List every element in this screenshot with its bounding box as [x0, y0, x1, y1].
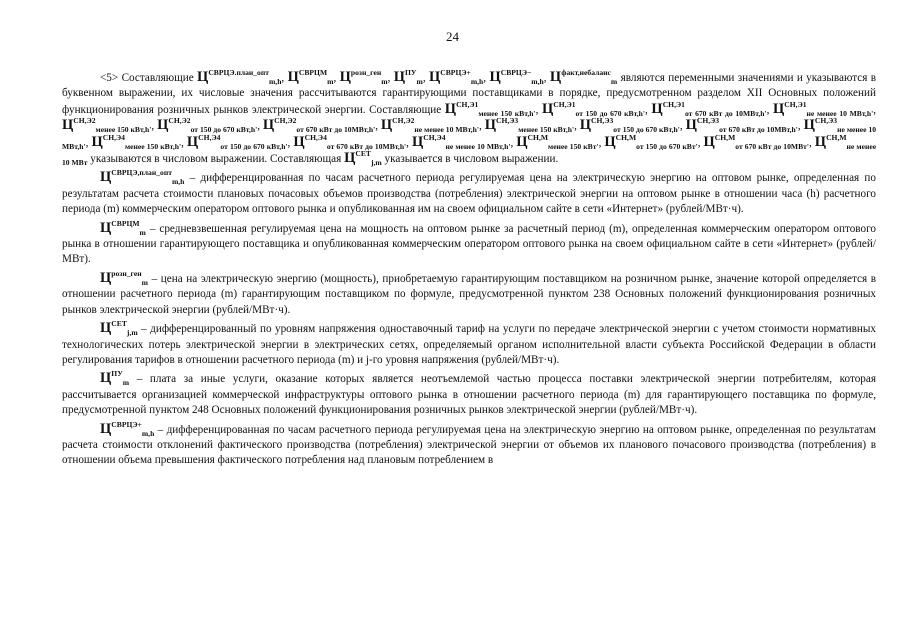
definition-text: – цена на электрическую энергию (мощность), приобретаемую гарантирующим поставщиком на розничном рынке, значение которой определяется в отношении расчетного периода (m) гарантирующим поставщиком по формуле, предусмотренной пунктом 238 Основных положений функционирования розничных рынков электрической энергии (рублей/МВт·ч). [62, 272, 877, 316]
symbol-letter: Ц [91, 133, 103, 150]
symbol-letter: Ц [100, 219, 112, 236]
definition-paragraph [62, 268, 877, 318]
formula-symbol: $Ц^{СН,Э4}_{не менее 10 МВт,h'}$ [411, 132, 511, 151]
formula-symbol: $Ц^{СН,М}_{менее 150 кВт'}$ [516, 132, 599, 151]
symbol-letter: Ц [484, 117, 496, 134]
symbol-letter: Ц [344, 150, 356, 167]
definition-paragraph [62, 170, 876, 217]
note-text-b: указываются в числовом выражении. Составляющая [90, 153, 342, 166]
definition-text: – дифференцированный по уровням напряжения одноставочный тариф на услуги по передаче электрической энергии с учетом стоимости нормативных технологических потерь электрической энергии в электрических сетях, определяемый органом исполнительной власти субъекта Российской Федерации в области регулирования тарифов в отношении расчетного периода (m) и j-го уровня напряжения (рублей/МВт·ч). [62, 323, 877, 366]
symbol-letter: Ц [651, 100, 663, 117]
note-marker: <5> [100, 72, 119, 84]
formula-symbol: $Ц^{СН,Э4}_{от 670 кВт до 10МВт,h'}$ [293, 132, 407, 151]
symbol-letter: Ц [100, 269, 112, 286]
formula-symbol: $Ц^{СВРЦМ}_m$ [100, 218, 146, 237]
symbol-letter: Ц [489, 69, 501, 85]
formula-symbol: $Ц^{СВРЦЭ+}_{m,h}$ [428, 68, 484, 86]
formula-symbol: $Ц^{СН,Э2}_{от 150 до 670 кВт,h'}$ [157, 116, 258, 135]
formula-symbol: $Ц^{СН,Э2}_{менее 150 кВт,h'}$ [62, 116, 152, 135]
definition-text: – дифференцированная по часам расчетного периода регулируемая цена на электрическую энергию на оптовом рынке, определенная по результатам расчета стоимости плановых почасовых объемов производства (потребления) электрической энергии на оптовом рынке в отношении часа (h) расчетного периода (m) коммерческим оператором оптового рынка и опубликованная им на своем официальном сайте в сети «Интернет» (рублей/МВт·ч). [62, 172, 877, 216]
symbol-letter: Ц [411, 133, 424, 150]
formula-symbol: $Ц^{СВРЦЭ-}_{m,h}$ [489, 68, 544, 86]
formula-symbol: $Ц^{ПУ}_m$ [393, 68, 423, 86]
definition-text: – дифференцированная по часам расчетного периода регулируемая цена на электрическую энергию на оптовом рынке, определенная по результатам расчета стоимости отклонений фактического производства (потребления) электрической энергии от объемов их планового почасового производства (потребления) в отношении объема превышения фактического потребления над плановым потреблением в [62, 423, 876, 467]
formula-symbol: $Ц^{СН,Э1}_{от 670 кВт до 10МВт,h'}$ [651, 99, 767, 118]
formula-symbol: $Ц^{СН,М}_{не менее 10 МВт}$ [62, 132, 877, 168]
note-text-c: указывается в числовом выражении. [384, 153, 559, 166]
formula-symbol: $Ц^{СН,Э1}_{не менее 10 МВт,h'}$ [773, 99, 874, 118]
symbol-letter: Ц [444, 100, 457, 117]
symbol-letter: Ц [339, 69, 351, 85]
formula-symbol: $Ц^{СН,Э1}_{от 150 до 670 кВт,h'}$ [542, 99, 646, 118]
symbol-letter: Ц [287, 69, 299, 85]
symbol-letter: Ц [803, 117, 815, 134]
formula-symbol: $Ц^{розн\_ген}_m$ [339, 68, 388, 86]
symbol-letter: Ц [186, 133, 199, 150]
formula-symbol: $Ц^{розн\_ген}_m$ [100, 268, 148, 287]
formula-symbol: $Ц^{ПУ}_m$ [100, 369, 130, 388]
formula-symbol: $Ц^{СН,Э2}_{не менее 10 МВт,h'}$ [380, 116, 479, 135]
symbol-letter: Ц [604, 133, 616, 150]
symbol-letter: Ц [62, 117, 74, 134]
formula-symbol: $Ц^{СН,Э3}_{от 670 кВт до 10МВт,h'}$ [685, 116, 798, 135]
formula-symbol: $Ц^{СН,М}_{от 150 до 670 кВт'}$ [604, 132, 698, 151]
definition-paragraph [62, 218, 876, 268]
note-paragraph: <5> Составляющие $Ц^{СВРЦЭ.план\_опт}_{m,h}$, $Ц^{СВРЦМ}_m$, $Ц^{розн\_ген}_m$, $Ц^{ПУ}_m$, $Ц^{СВРЦЭ+}_{m,h}$, $Ц^{СВРЦЭ-}_{m,h}$, $Ц^{факт,небаланс}_m$ являются переменными значениями и указываются в буквенном выражении, их числовые значения рассчитываются гарантирующими поставщиками в порядке, предусмотренном разделом XII Основных положений функционирования розничных рынков электрической энергии. Составляющие $Ц^{СН,Э1}_{менее 150 кВт,h'}$, $Ц^{СН,Э1}_{от 150 до 670 кВт,h'}$, $Ц^{СН,Э1}_{от 670 кВт до 10МВт,h'}$, $Ц^{СН,Э1}_{не менее 10 МВт,h'}$, $Ц^{СН,Э2}_{менее 150 кВт,h'}$, $Ц^{СН,Э2}_{от 150 до 670 кВт,h'}$, $Ц^{СН,Э2}_{от 670 кВт до 10МВт,h'}$, $Ц^{СН,Э2}_{не менее 10 МВт,h'}$, $Ц^{СН,Э3}_{менее 150 кВт,h'}$, $Ц^{СН,Э3}_{от 150 до 670 кВт,h'}$, $Ц^{СН,Э3}_{от 670 кВт до 10МВт,h'}$, $Ц^{СН,Э3}_{не менее 10 МВт,h'}$, $Ц^{СН,Э4}_{менее 150 кВт,h'}$, $Ц^{СН,Э4}_{от 150 до 670 кВт,h'}$, $Ц^{СН,Э4}_{от 670 кВт до 10МВт,h'}$, $Ц^{СН,Э4}_{не менее 10 МВт,h'}$, $Ц^{СН,М}_{менее 150 кВт'}$, $Ц^{СН,М}_{от 150 до 670 кВт'}$, $Ц^{СН,М}_{от 670 кВт до 10МВт'}$, $Ц^{СН,М}_{не менее 10 МВт}$ указываются в числовом выражении. Составляющая $Ц^{СЕТ}_{j,m}$ указывается в числовом выражении. [62, 68, 877, 168]
page-number: 24 [446, 29, 459, 44]
formula-symbol: $Ц^{СН,М}_{от 670 кВт до 10МВт'}$ [703, 132, 809, 151]
tariff-symbol-list: $Ц^{СН,Э1}_{менее 150 кВт,h'}$, $Ц^{СН,Э1}_{от 150 до 670 кВт,h'}$, $Ц^{СН,Э1}_{от 670 кВт до 10МВт,h'}$, $Ц^{СН,Э1}_{не менее 10 МВт,h'}$, $Ц^{СН,Э2}_{менее 150 кВт,h'}$, $Ц^{СН,Э2}_{от 150 до 670 кВт,h'}$, $Ц^{СН,Э2}_{от 670 кВт до 10МВт,h'}$, $Ц^{СН,Э2}_{не менее 10 МВт,h'}$, $Ц^{СН,Э3}_{менее 150 кВт,h'}$, $Ц^{СН,Э3}_{от 150 до 670 кВт,h'}$, $Ц^{СН,Э3}_{от 670 кВт до 10МВт,h'}$, $Ц^{СН,Э3}_{не менее 10 МВт,h'}$, $Ц^{СН,Э4}_{менее 150 кВт,h'}$, $Ц^{СН,Э4}_{от 150 до 670 кВт,h'}$, $Ц^{СН,Э4}_{от 670 кВт до 10МВт,h'}$, $Ц^{СН,Э4}_{не менее 10 МВт,h'}$, $Ц^{СН,М}_{менее 150 кВт'}$, $Ц^{СН,М}_{от 150 до 670 кВт'}$, $Ц^{СН,М}_{от 670 кВт до 10МВт'}$, $Ц^{СН,М}_{не менее 10 МВт}$ [62, 99, 877, 168]
formula-symbol: $Ц^{факт,небаланс}_m$ [549, 68, 618, 86]
note-lead: Составляющие [121, 72, 194, 84]
symbol-letter: Ц [542, 100, 554, 117]
definition-paragraph [62, 419, 876, 469]
symbol-letter: Ц [393, 69, 405, 85]
symbol-letter: Ц [262, 117, 275, 134]
symbol-letter: Ц [380, 117, 393, 134]
symbol-letter: Ц [685, 117, 697, 134]
definition-text: – средневзвешенная регулируемая цена на мощность на оптовом рынке за расчетный период (m), определенная коммерческим оператором оптового рынка в отношении гарантирующего поставщика и опубликованная коммерческим оператором оптового рынка на своем официальном сайте в сети «Интернет» (рублей/МВт). [62, 222, 876, 266]
formula-symbol: $Ц^{СН,Э4}_{от 150 до 670 кВт,h'}$ [186, 132, 288, 151]
formula-symbol: $Ц^{СН,Э2}_{от 670 кВт до 10МВт,h'}$ [262, 116, 376, 135]
symbol-letter: Ц [157, 117, 169, 134]
formula-symbol: $Ц^{СВРЦЭ,план\_опт}_{m,h}$ [100, 168, 185, 187]
formula-symbol: $Ц^{СВРЦЭ+}_{m,h}$ [100, 419, 155, 438]
symbol-letter: Ц [293, 133, 305, 150]
symbol-letter: Ц [773, 100, 785, 117]
formula-symbol: $Ц^{СН,Э3}_{от 150 до 670 кВт,h'}$ [579, 116, 680, 135]
definition-paragraph [62, 321, 876, 368]
symbol-letter: Ц [516, 133, 528, 150]
formula-symbol: $Ц^{СВРЦМ}_m$ [287, 68, 334, 86]
formula-symbol: $Ц^{СН,Э3}_{менее 150 кВт,h'}$ [484, 116, 575, 135]
symbol-letter: Ц [549, 69, 562, 85]
document-body [62, 70, 876, 469]
formula-symbol: $Ц^{СВРЦЭ.план\_опт}_{m,h}$ [197, 68, 282, 86]
symbol-letter: Ц [703, 133, 715, 150]
symbol-letter: Ц [428, 69, 441, 85]
definition-text: – плата за иные услуги, оказание которых является неотъемлемой частью процесса поставки электрической энергии потребителям, которая рассчитывается организацией коммерческой инфраструктуры оптового рынка в отношении расчетного периода (m) для гарантирующего поставщика по формуле, предусмотренной пунктом 248 Основных положений функционирования розничных рынков электрической энергии (рублей/МВт·ч). [62, 373, 877, 417]
definition-paragraph [62, 371, 876, 418]
symbol-letter: Ц [814, 133, 827, 150]
symbol-letter: Ц [579, 117, 592, 134]
symbol-letter: Ц [197, 69, 209, 85]
formula-symbol: $Ц^{СЕТ}_{j,m}$ [344, 149, 382, 168]
formula-symbol: $Ц^{СЕТ}_{j,m}$ [100, 319, 138, 338]
symbol-letter: Ц [100, 169, 112, 186]
symbol-letter: Ц [100, 370, 112, 387]
formula-symbol: $Ц^{СН,Э3}_{не менее 10 МВт,h'}$ [62, 116, 877, 151]
symbol-letter: Ц [100, 420, 112, 437]
symbol-letter: Ц [100, 320, 112, 337]
definitions-list [62, 170, 876, 468]
formula-symbol: $Ц^{СН,Э4}_{менее 150 кВт,h'}$ [91, 132, 182, 151]
formula-symbol: $Ц^{СН,Э1}_{менее 150 кВт,h'}$ [444, 99, 536, 118]
note-text-a: являются переменными значениями и указываются в буквенном выражении, их числовые значения рассчитываются гарантирующими поставщиками в порядке, предусмотренном разделом XII Основных положений функционирования розничных рынков электрической энергии. Составляющие [62, 72, 877, 116]
